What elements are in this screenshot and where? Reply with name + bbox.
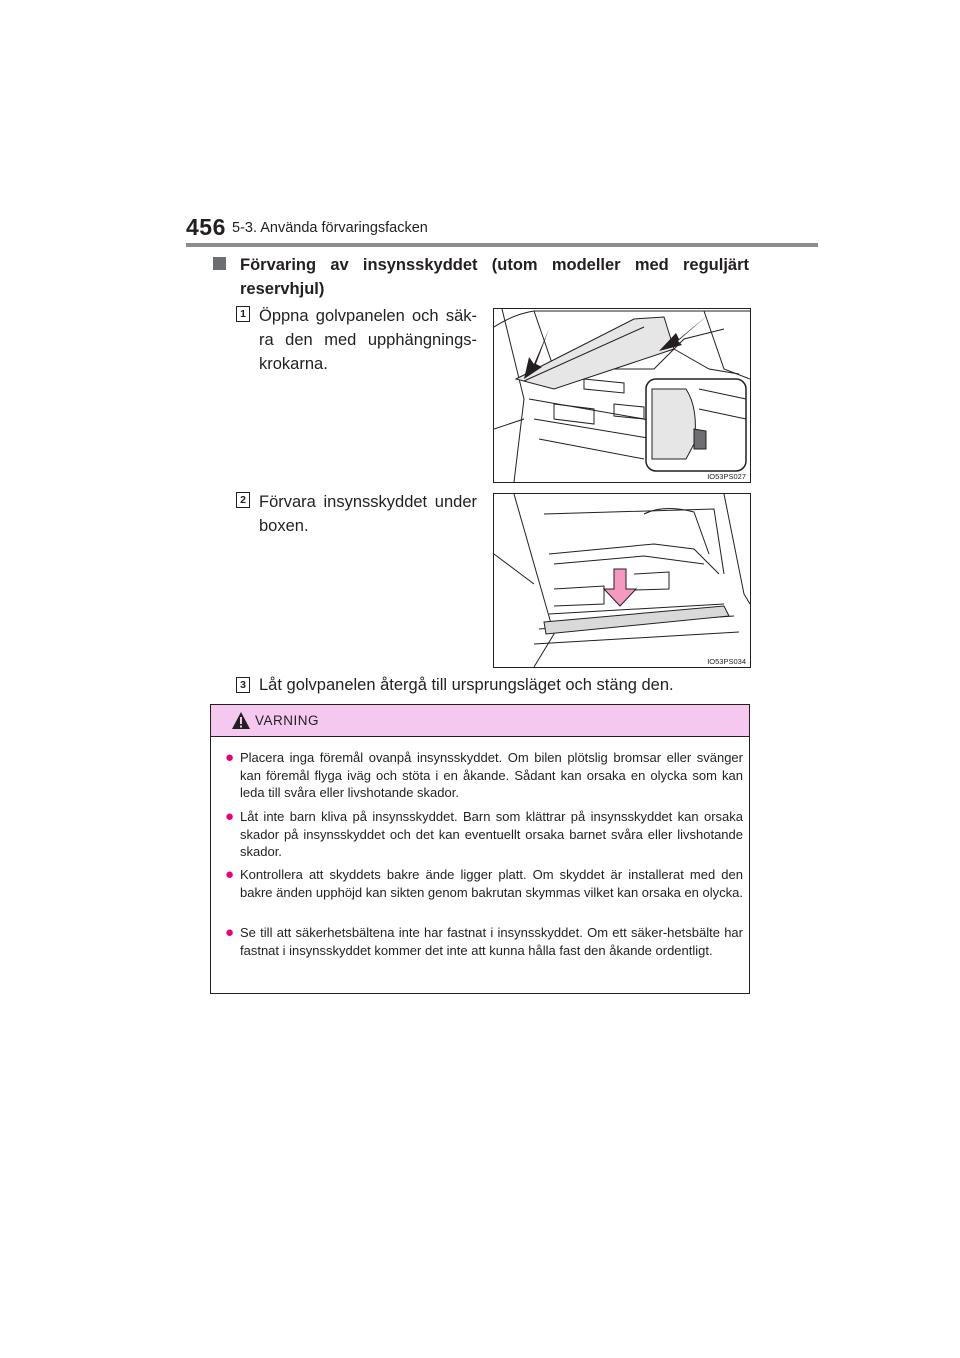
- warning-header: [211, 705, 749, 737]
- step-number-2: 2: [236, 492, 250, 508]
- bullet-icon: ●: [225, 866, 235, 883]
- figure-open-floor-panel: [493, 308, 751, 483]
- step-text-3: Låt golvpanelen återgå till ursprungsläget och stäng den.: [259, 676, 674, 694]
- figure-label-1: IO53PS027: [707, 472, 746, 481]
- page-number: 456: [186, 214, 226, 240]
- warning-item-2: [225, 808, 743, 861]
- warning-box: [210, 704, 750, 994]
- warning-item-text: Placera inga föremål ovanpå insynsskyddet. Om bilen plötslig bromsar eller svänger kan föremål flyga iväg och stöta i en åkande. Sådant kan orsaka en olycka som kan leda till svåra eller livshotande skador.: [240, 750, 743, 801]
- section-heading: [213, 253, 749, 301]
- warning-item-3: [225, 866, 743, 901]
- heading-square-icon: [213, 257, 226, 270]
- warning-title: VARNING: [255, 713, 320, 728]
- bullet-icon: ●: [225, 808, 235, 825]
- figure-store-cover: [493, 493, 751, 668]
- warning-item-text: Kontrollera att skyddets bakre ände ligger platt. Om skyddet är installerat med den bakre änden upphöjd kan sikten genom bakrutan skymmas vilket kan orsaka en olycka.: [240, 867, 743, 900]
- bullet-icon: ●: [225, 749, 235, 766]
- step-text-2: Förvara insynsskyddet under boxen.: [259, 493, 477, 535]
- section-title: 5-3. Använda förvaringsfacken: [232, 220, 428, 236]
- bullet-icon: ●: [225, 924, 235, 941]
- step-text-1: Öppna golvpanelen och säk-ra den med upphängnings-krokarna.: [259, 307, 477, 373]
- step-number-3: 3: [236, 677, 250, 693]
- cargo-hooks-illustration: [494, 309, 750, 482]
- figure-label-2: IO53PS034: [707, 657, 746, 666]
- warning-item-4: [225, 924, 743, 959]
- warning-item-text: Se till att säkerhetsbältena inte har fastnat i insynsskyddet. Om ett säker-hetsbälte har fastnat i insynsskyddet kommer det inte att kunna hålla fast den åkande ordentligt.: [240, 925, 743, 958]
- warning-triangle-icon: [231, 711, 251, 730]
- warning-item-text: Låt inte barn kliva på insynsskyddet. Barn som klättrar på insynsskyddet kan orsaka skador på insynsskyddet och det kan eventuellt orsaka barnet svåra eller livshotande skador.: [240, 809, 743, 860]
- warning-item-1: [225, 749, 743, 802]
- header-rule: [186, 243, 818, 247]
- heading-text: Förvaring av insynsskyddet (utom modeller med reguljärt reservhjul): [240, 256, 749, 298]
- step-number-1: 1: [236, 306, 250, 322]
- cover-under-box-illustration: [494, 494, 750, 667]
